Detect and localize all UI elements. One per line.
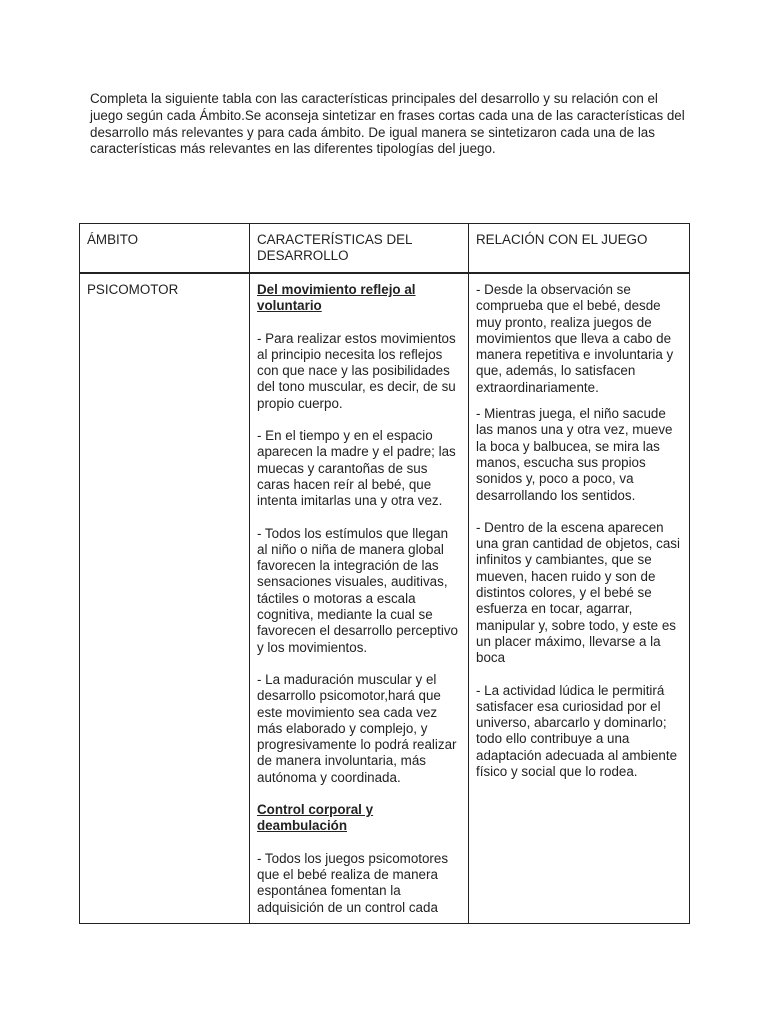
instructions-paragraph: Completa la siguiente tabla con las características principales del desarrollo y su relación con el juego según cada Ámbito.Se aconseja sintetizar en frases cortas cada una de las características del desarrollo más relevantes y para cada ámbito. De igual manera se sintetizaron cada una de las características más relevantes en las diferentes tipologías del juego. (90, 91, 685, 157)
header-ambito: ÁMBITO (80, 224, 250, 274)
table-header-row (80, 224, 690, 274)
caracteristica-paragraph: - Todos los juegos psicomotores que el bebé realiza de manera espontánea fomentan la adquisición de un control cada (257, 850, 449, 915)
caracteristica-paragraph: - La maduración muscular y el desarrollo psicomotor,hará que este movimiento sea cada vez más elaborado y complejo, y progresivamente lo podrá realizar de manera involuntaria, más autónoma y coordinada. (257, 671, 457, 785)
cell-relacion (469, 273, 690, 924)
subheading-control-corporal: Control corporal y deambulación (257, 802, 374, 834)
relacion-paragraph: - Desde la observación se comprueba que el bebé, desde muy pronto, realiza juegos de movimientos que lleva a cabo de manera repetitiva e involuntaria y que, además, lo satisfacen extraordinariamente. (476, 282, 674, 395)
ambito-value: PSICOMOTOR (87, 282, 179, 297)
caracteristica-paragraph: - En el tiempo y en el espacio aparecen la madre y el padre; las muecas y carantoñas de sus caras hacen reír al bebé, que intenta imitarlas una y otra vez. (257, 428, 456, 509)
cell-ambito (80, 273, 250, 924)
subheading-reflejo-voluntario: Del movimiento reflejo al voluntario (257, 282, 416, 314)
caracteristica-paragraph: - Todos los estímulos que llegan al niño o niña de manera global favorecen la integración de las sensaciones visuales, auditivas, táctiles o motoras a escala cognitiva, mediante la cual se favorecen el desarrollo perceptivo y los movimientos. (257, 525, 458, 655)
header-relacion: RELACIÓN CON EL JUEGO (469, 224, 690, 274)
caracteristica-paragraph: - Para realizar estos movimientos al principio necesita los reflejos con que nace y las posibilidades del tono muscular, es decir, de su propio cuerpo. (257, 330, 456, 411)
header-caracteristicas: CARACTERÍSTICAS DEL DESARROLLO (250, 224, 469, 274)
development-table (79, 223, 690, 924)
relacion-paragraph: - La actividad lúdica le permitirá satisfacer esa curiosidad por el universo, abarcarlo y dominarlo; todo ello contribuye a una adaptación adecuada al ambiente físico y social que lo rodea. (476, 682, 678, 780)
table-row (80, 273, 690, 924)
relacion-paragraph: - Mientras juega, el niño sacude las manos una y otra vez, mueve la boca y balbucea, se mira las manos, escucha sus propios sonidos y, poco a poco, va desarrollando los sentidos. (476, 406, 673, 503)
relacion-paragraph: - Dentro de la escena aparecen una gran cantidad de objetos, casi infinitos y cambiantes, que se mueven, hacen ruido y son de distintos colores, y el bebé se esfuerza en tocar, agarrar, manipular y, sobre todo, y este es un placer máximo, llevarse a la boca (476, 519, 680, 666)
cell-caracteristicas (250, 273, 469, 924)
